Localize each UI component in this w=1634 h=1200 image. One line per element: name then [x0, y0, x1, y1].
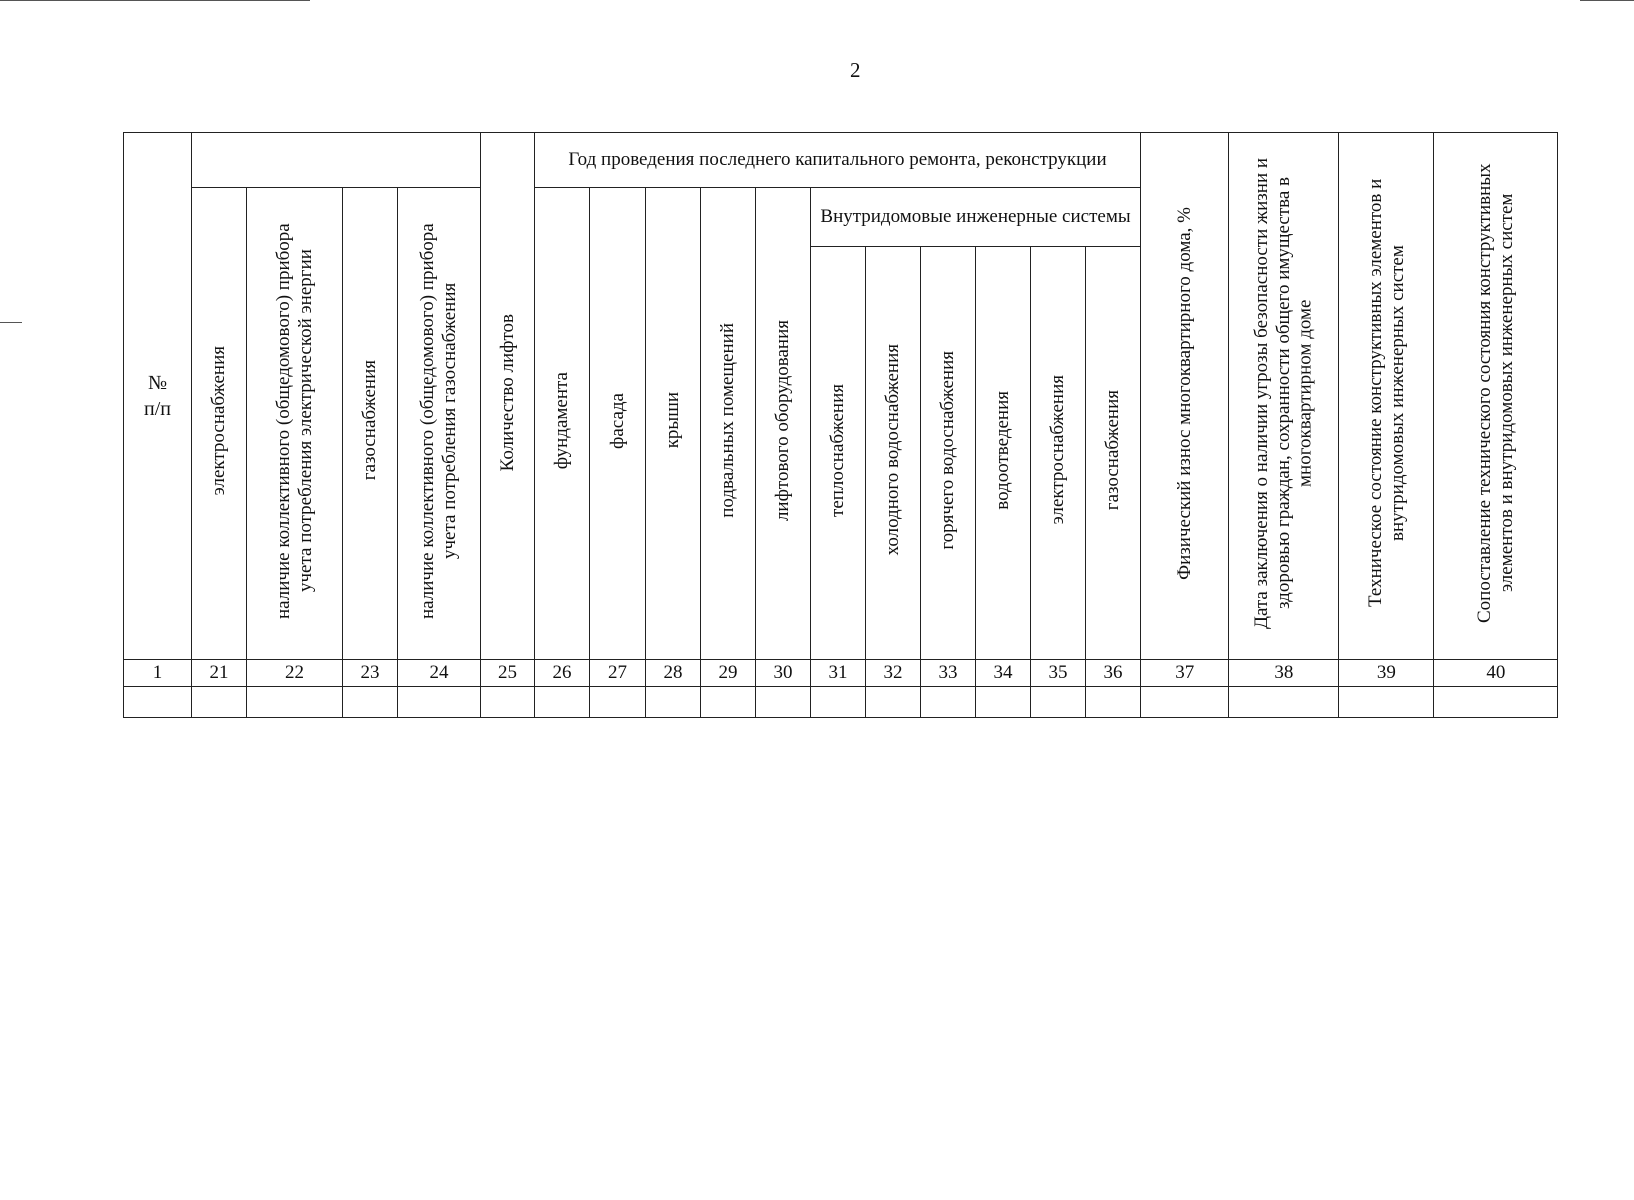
column-numbers-row [124, 660, 1558, 687]
header-lift-equipment-label: лифтового оборудования [772, 319, 794, 522]
header-electricity-supply-label: электроснабжения [208, 345, 230, 496]
empty-cell [1434, 687, 1558, 718]
column-number: 24 [398, 660, 481, 687]
column-number: 31 [811, 660, 866, 687]
header-technical-condition-label: Техническое состояние конструктивных элементов и внутридомовых инженерных систем [1364, 178, 1408, 608]
empty-cell [921, 687, 976, 718]
empty-cell [590, 687, 646, 718]
header-gas-meter [398, 188, 481, 660]
empty-cell [247, 687, 343, 718]
header-lifts-count [481, 133, 535, 660]
header-electricity-meter [247, 188, 343, 660]
empty-cell [398, 687, 481, 718]
header-condition-comparison [1434, 133, 1558, 660]
header-physical-wear-label: Физический износ многоквартирного дома, % [1173, 206, 1195, 580]
header-internal-electricity [1031, 247, 1086, 660]
empty-cell [535, 687, 590, 718]
header-internal-gas [1086, 247, 1141, 660]
header-hot-water-label: горячего водоснабжения [937, 350, 959, 550]
empty-cell [343, 687, 398, 718]
header-group-internal-systems: Внутридомовые инженерные системы [811, 188, 1141, 247]
header-technical-condition [1339, 133, 1434, 660]
header-internal-electricity-label: электроснабжения [1047, 375, 1069, 525]
header-condition-comparison-label: Сопоставление технического состояния конструктивных элементов и внутридомовых инженерных систем [1474, 163, 1517, 623]
header-gas-meter-label: наличие коллективного (общедомового) прибора учета потребления газоснабжения [417, 222, 460, 619]
column-number: 25 [481, 660, 535, 687]
header-lifts-count-label: Количество лифтов [496, 314, 518, 472]
empty-cell [481, 687, 535, 718]
empty-cell [866, 687, 921, 718]
column-number: 34 [976, 660, 1031, 687]
empty-cell [976, 687, 1031, 718]
header-gas-supply [343, 188, 398, 660]
scan-artifact-left-edge [0, 322, 22, 323]
header-electricity-supply [192, 188, 247, 660]
header-roof-label: крыши [662, 392, 684, 449]
header-facade-label: фасада [606, 392, 628, 449]
column-number: 22 [247, 660, 343, 687]
column-number: 27 [590, 660, 646, 687]
building-info-table [123, 132, 1558, 718]
column-number: 23 [343, 660, 398, 687]
header-row-number [124, 133, 192, 660]
empty-cell [1229, 687, 1339, 718]
column-number: 38 [1229, 660, 1339, 687]
header-heat-supply [811, 247, 866, 660]
column-number: 30 [756, 660, 811, 687]
column-number: 37 [1141, 660, 1229, 687]
scan-artifact-top-right [1580, 0, 1634, 1]
header-heat-supply-label: теплоснабжения [827, 383, 849, 517]
header-basement [701, 188, 756, 660]
header-hot-water [921, 247, 976, 660]
column-number: 36 [1086, 660, 1141, 687]
header-foundation-label: фундамента [551, 371, 573, 470]
column-number: 32 [866, 660, 921, 687]
scan-artifact-top-left [0, 0, 310, 1]
header-internal-gas-label: газоснабжения [1102, 389, 1124, 511]
header-drainage-label: водоотведения [992, 390, 1014, 510]
column-number: 39 [1339, 660, 1434, 687]
page-number: 2 [850, 58, 861, 82]
empty-cell [1141, 687, 1229, 718]
column-number: 40 [1434, 660, 1558, 687]
column-number: 35 [1031, 660, 1086, 687]
header-physical-wear [1141, 133, 1229, 660]
header-row-number-label: № п/п [144, 372, 171, 420]
header-facade [590, 188, 646, 660]
empty-cell [124, 687, 192, 718]
header-group-capital-repair: Год проведения последнего капитального ремонта, реконструкции [535, 133, 1141, 188]
header-cold-water [866, 247, 921, 660]
header-lift-equipment [756, 188, 811, 660]
header-foundation [535, 188, 590, 660]
empty-cell [646, 687, 701, 718]
empty-cell [1031, 687, 1086, 718]
empty-cell [701, 687, 756, 718]
header-threat-conclusion-date [1229, 133, 1339, 660]
column-number: 29 [701, 660, 756, 687]
header-gas-supply-label: газоснабжения [359, 360, 381, 481]
empty-data-row [124, 687, 1558, 718]
header-cold-water-label: холодного водоснабжения [882, 344, 904, 556]
empty-cell [756, 687, 811, 718]
header-threat-conclusion-date-label: Дата заключения о наличии угрозы безопасности жизни и здоровью граждан, сохранности общего имущества в многоквартирном доме [1251, 157, 1316, 629]
column-number: 1 [124, 660, 192, 687]
column-number: 21 [192, 660, 247, 687]
column-number: 33 [921, 660, 976, 687]
empty-cell [811, 687, 866, 718]
column-number: 26 [535, 660, 590, 687]
header-basement-label: подвальных помещений [717, 323, 739, 518]
header-drainage [976, 247, 1031, 660]
header-electricity-meter-label: наличие коллективного (общедомового) прибора учета потребления электрической энергии [272, 222, 316, 619]
empty-cell [192, 687, 247, 718]
empty-cell [1339, 687, 1434, 718]
empty-cell [1086, 687, 1141, 718]
column-number: 28 [646, 660, 701, 687]
header-roof [646, 188, 701, 660]
header-group-blank [192, 133, 481, 188]
